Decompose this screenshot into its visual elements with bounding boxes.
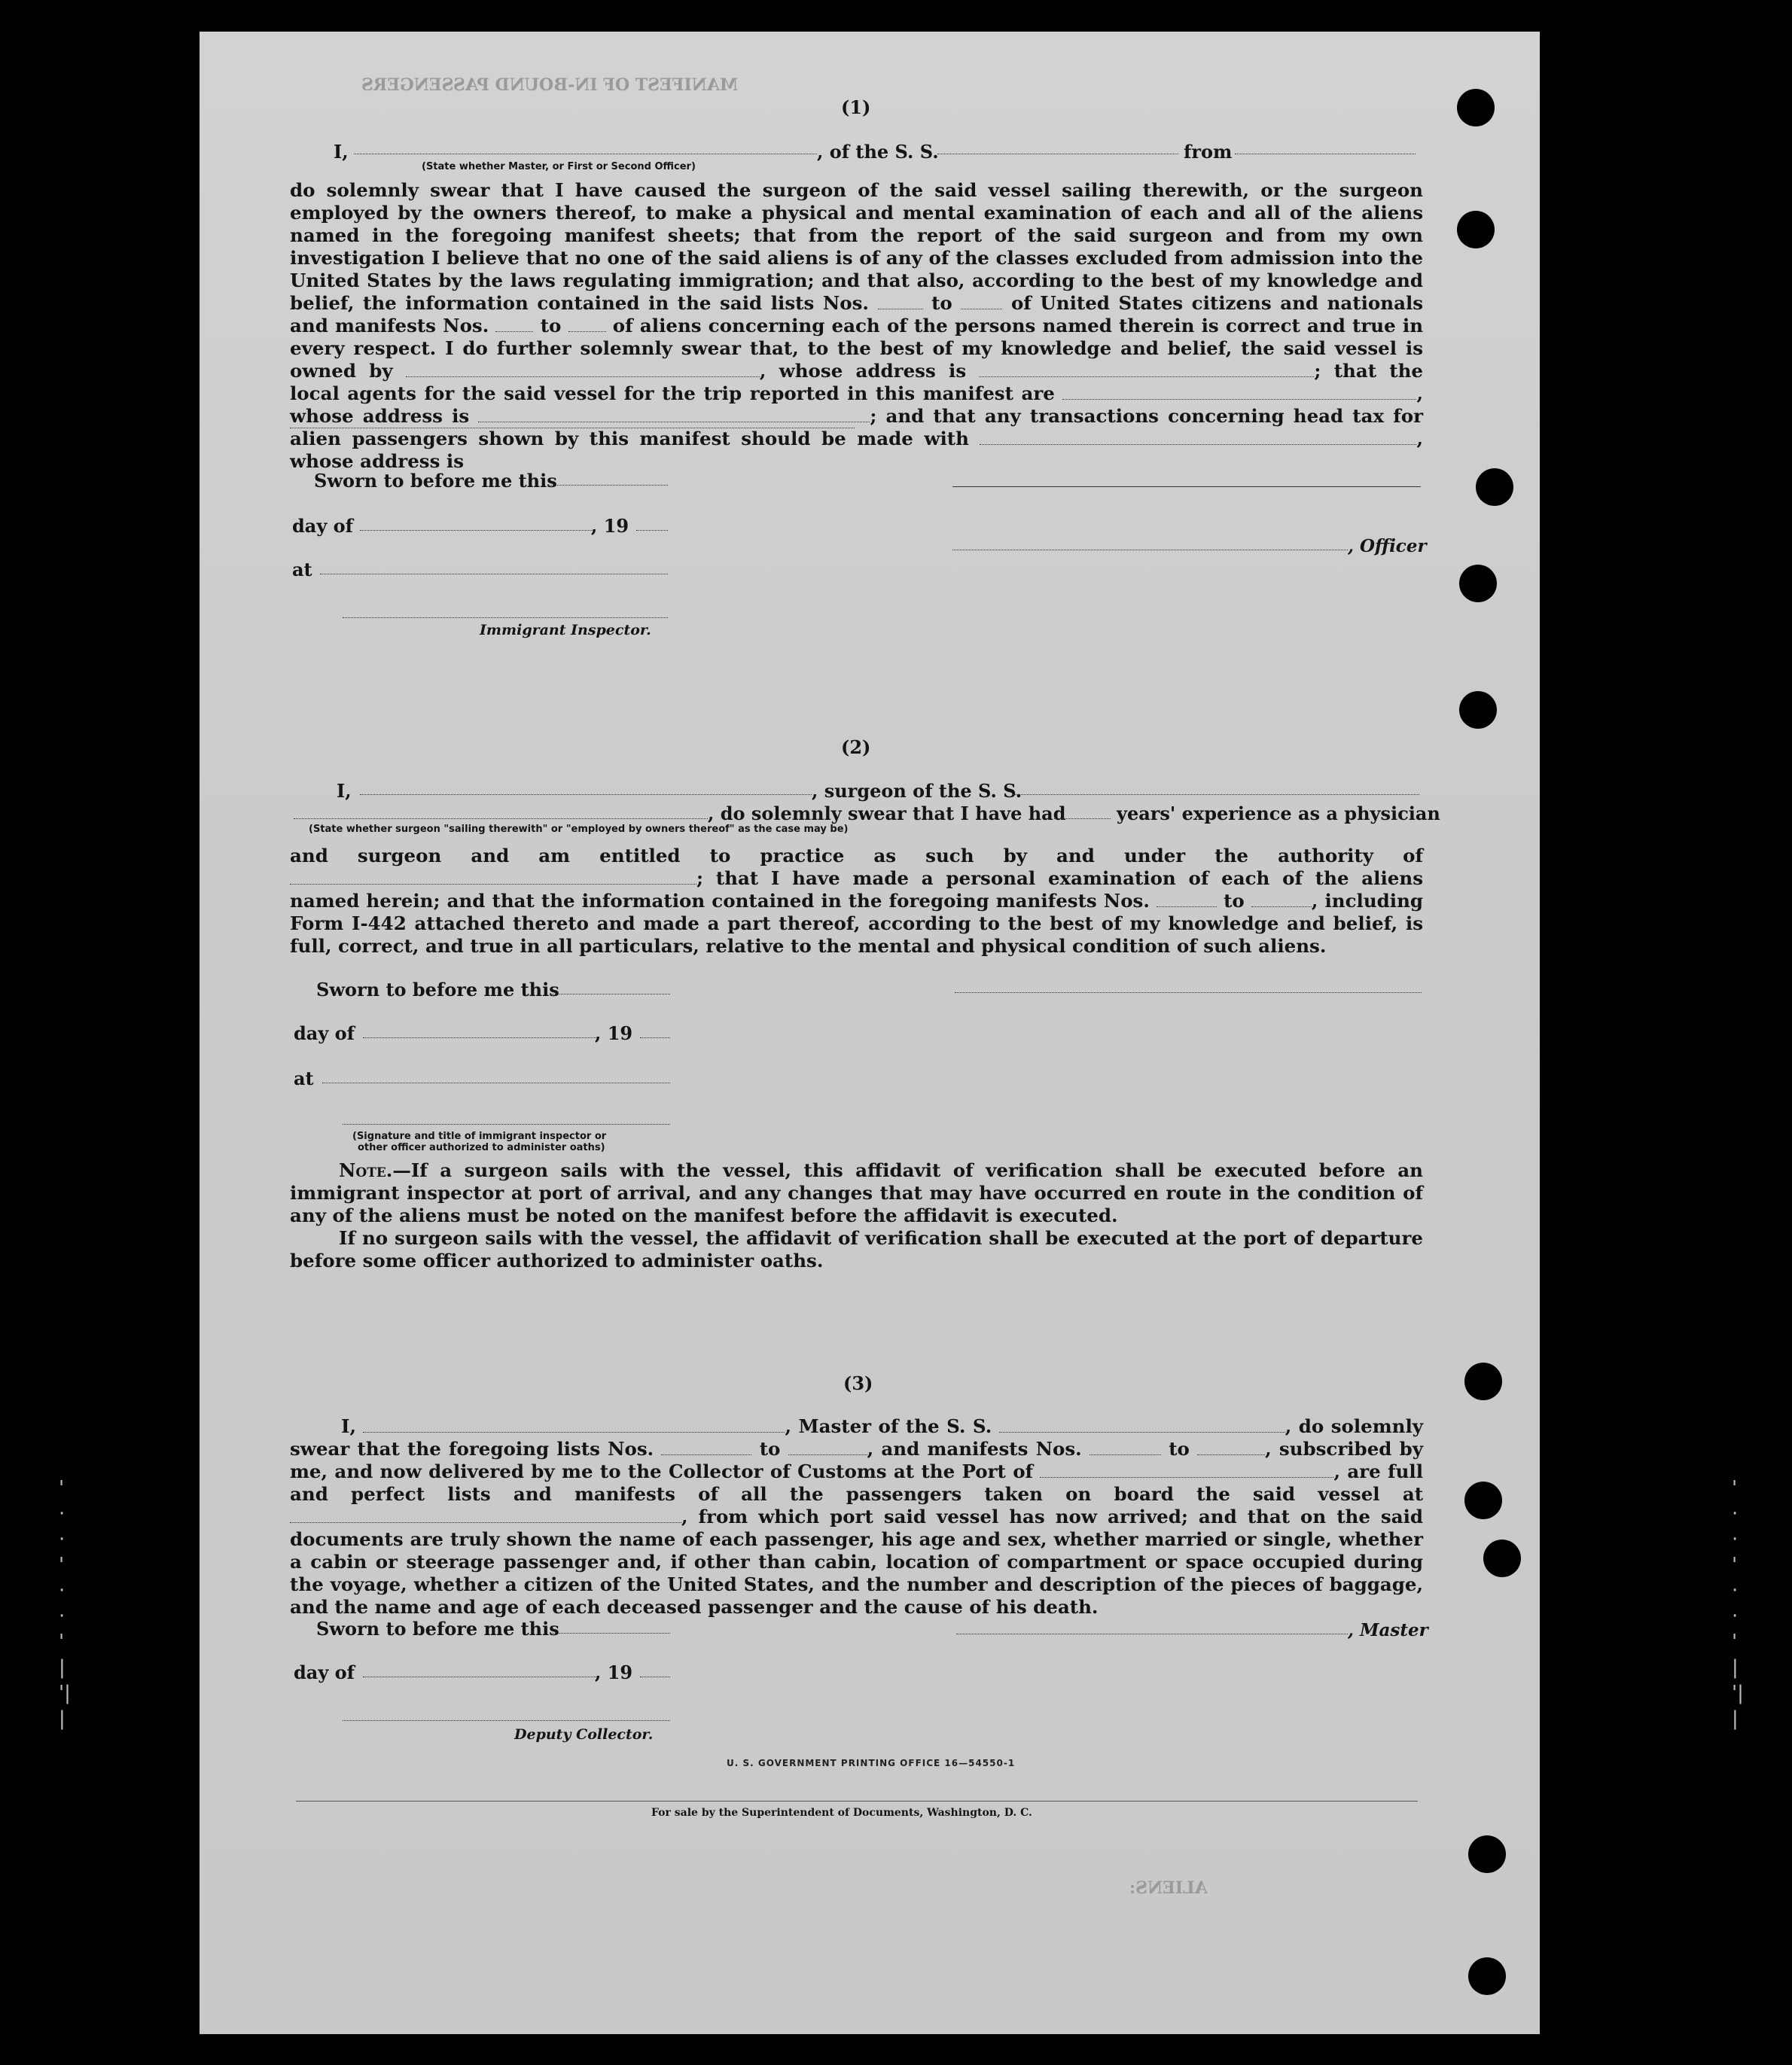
s2-year-field[interactable] — [640, 1037, 670, 1038]
s2-years-label: years' experience as a physician — [1117, 803, 1440, 824]
s1-master-note: (State whether Master, or First or Second Officer) — [422, 161, 696, 172]
punch-hole — [1457, 89, 1495, 126]
section-3-body — [290, 1415, 1423, 1619]
s3-lists-to-field[interactable] — [788, 1439, 867, 1455]
s2-day-of-label: day of — [294, 1022, 355, 1044]
s1-head-tax-field[interactable] — [980, 429, 1416, 445]
s1-at-label: at — [292, 559, 312, 580]
s1-sworn-label: Sworn to before me this — [314, 470, 557, 492]
s1-officer-caption: , Officer — [1348, 536, 1427, 556]
s3-from-which-label: , from which — [681, 1506, 820, 1527]
s3-master-caption: , Master — [1348, 1620, 1428, 1640]
s3-delivered-label: delivered by me to the Collector of Customs at the Port of — [428, 1460, 1034, 1482]
s2-month-field[interactable] — [363, 1037, 596, 1038]
section-2-number: (2) — [841, 736, 871, 758]
punch-hole — [1459, 691, 1497, 729]
section-1-number: (1) — [841, 96, 871, 118]
s2-body-a: that I have made a personal examination of each of the aliens named herein; and that the information contained in the — [290, 867, 1423, 912]
s2-manifests-from-field[interactable] — [1157, 891, 1217, 907]
s2-note-text: —If a surgeon sails with the vessel, this affidavit of verification shall be executed before an immigrant inspector at port of arrival, and any changes that may have occurred en route in the condition of any of the aliens must be noted on the manifest before the affidavit is executed. — [290, 1159, 1423, 1226]
punch-hole — [1468, 1835, 1506, 1873]
s3-deputy-caption: Deputy Collector. — [514, 1726, 654, 1743]
s1-agents-field[interactable] — [1062, 384, 1416, 400]
s2-i-label: I, — [337, 780, 352, 802]
s2-surgeon-name-field[interactable] — [360, 794, 812, 795]
section-3-number: (3) — [843, 1372, 873, 1394]
s1-lists-to-field[interactable] — [961, 294, 1002, 309]
s3-master-of-label: , Master of the S. S. — [785, 1415, 992, 1437]
s2-note-text-2: If no surgeon sails with the vessel, the affidavit of verification shall be executed at the port of departure before some officer authorized to administer oaths. — [290, 1227, 1423, 1272]
film-edge-left: ' · · ' · · ' | '| | — [59, 1477, 71, 1730]
s3-sworn-label: Sworn to before me this — [316, 1618, 559, 1640]
s1-body-text: do solemnly swear that I have caused the surgeon of the said vessel sailing therewith, or the surgeon employed by the owners thereof, to make a physical and mental examination of each and all of the aliens named in the foregoing manifest sheets; that from the report of the said surgeon and from my own investigation I believe that no one of the said aliens is of any of the classes excluded from admission into the United States by the laws regulating immigration; and that also, according to the best of my knowledge and belief, the information contained in the said lists Nos. — [290, 179, 1423, 314]
s2-note-label: Note. — [339, 1159, 393, 1181]
punch-hole — [1464, 1482, 1502, 1519]
film-edge-right: ' · · ' · · ' | '| | — [1732, 1477, 1744, 1730]
s3-day-of-label: day of — [294, 1661, 355, 1683]
punch-hole — [1464, 1363, 1502, 1400]
s3-deputy-signature-line[interactable] — [343, 1720, 670, 1721]
s1-agents-address-field[interactable] — [478, 407, 870, 422]
s2-body-c: , including Form I-442 attached thereto and made a part thereof, according to the best of my knowledge and belief, is full, correct, and true in all particulars, relative to the mental and physical condition of such aliens. — [290, 890, 1424, 957]
printing-office-imprint: U. S. GOVERNMENT PRINTING OFFICE 16—54550-1 — [727, 1758, 1016, 1768]
s3-port-field[interactable] — [1040, 1462, 1333, 1478]
s1-from-label: from — [1184, 141, 1233, 163]
s1-day-of-label: day of — [292, 515, 353, 537]
s1-agents-label: that the local agents for the said vessel for the trip reported in this manifest are — [290, 360, 1424, 404]
s2-surgeon-of-label: , surgeon of the S. S. — [812, 780, 1022, 802]
section-2-body: and surgeon and am entitled to practice as such by and under the authority of ; that I have made a personal examination of each of the aliens named herein; and that the information contained in the foregoing manifests Nos. to , including Form I-442 attached thereto and made a part thereof, according to the best of my knowledge and belief, is full, correct, and true in all particulars, relative to the mental and physical condition of such aliens. — [290, 845, 1424, 957]
section-2-note — [290, 1159, 1423, 1272]
s1-i-label: I, — [334, 141, 349, 163]
s3-lists-label: swear that the foregoing lists Nos. — [290, 1438, 654, 1460]
s1-owner-field[interactable] — [406, 361, 760, 377]
s1-of-ss-label: , of the S. S. — [817, 141, 939, 163]
s1-sworn-day-field[interactable] — [547, 485, 668, 486]
s1-manifests-to-field[interactable] — [568, 316, 606, 332]
s1-lists-from-field[interactable] — [878, 294, 923, 309]
s3-i-label: I, — [341, 1415, 356, 1437]
s2-sig-caption-2: other officer authorized to administer oaths) — [358, 1142, 605, 1153]
punch-hole — [1476, 468, 1513, 506]
s1-body-text-2: of United States citizens and nationals and manifests Nos. — [290, 292, 1424, 337]
s2-to-label: to — [1224, 890, 1245, 912]
s2-authority-field[interactable] — [290, 869, 696, 885]
s3-to-label: to — [759, 1438, 781, 1460]
s1-inspector-signature-line[interactable] — [343, 617, 668, 618]
s1-whose-address-label: , whose address is — [759, 360, 967, 382]
s1-body-text-3: of aliens concerning each of the persons named therein is correct and true in every respect. I do further solemnly swear that, to the best of my knowledge and belief, the said vessel is owned by — [290, 315, 1424, 382]
s1-whose-address-label-2: whose address is — [290, 405, 470, 427]
bleed-through-stamp: ALIENS: — [1129, 1878, 1208, 1898]
s2-manifests-to-field[interactable] — [1251, 891, 1312, 907]
s3-manifests-from-field[interactable] — [1090, 1439, 1161, 1455]
s2-sig-caption-1: (Signature and title of immigrant inspector or — [352, 1131, 607, 1142]
s3-subscribed-label: , subscribed by me, and now — [290, 1438, 1424, 1482]
s3-swear-label: , do solemnly — [1285, 1415, 1424, 1437]
s1-to-label: to — [931, 292, 952, 314]
s3-full-label: , are full and perfect lists and — [290, 1460, 1424, 1505]
sale-notice: For sale by the Superintendent of Documents, Washington, D. C. — [651, 1807, 1032, 1819]
s2-sailing-status-field[interactable] — [294, 818, 708, 819]
s1-year-label: , 19 — [591, 515, 629, 537]
s2-surgeon-signature-line[interactable] — [955, 992, 1422, 993]
s3-body-text: port said vessel has now arrived; and that on the said documents are truly shown the name of each passenger, his age and sex, whether married or single, whether a cabin or steerage passenger and, if other than cabin, location of compartment or space occupied during the voyage, whether a citizen of the United States, and the number and description of the pieces of baggage, and the name and age of each deceased passenger and the cause of his death. — [290, 1506, 1424, 1618]
s2-year-label: , 19 — [595, 1022, 633, 1044]
punch-hole — [1459, 565, 1497, 602]
s1-to-label-2: to — [540, 315, 562, 337]
s3-master-name-field[interactable] — [363, 1417, 785, 1433]
s2-at-label: at — [294, 1068, 314, 1089]
s3-taken-at-field[interactable] — [290, 1507, 681, 1523]
s2-years-field[interactable] — [1054, 818, 1111, 819]
s3-sworn-day-field[interactable] — [550, 1633, 670, 1634]
s2-inspector-signature-line[interactable] — [343, 1124, 670, 1125]
s3-taken-label: manifests of all the passengers taken on board the said vessel at — [574, 1483, 1424, 1505]
s1-manifests-from-field[interactable] — [495, 316, 533, 332]
s1-head-tax-label: ; and that any transactions concerning head tax for alien passengers shown by this manifest should be made with — [290, 405, 1423, 449]
s1-officer-signature-line-1[interactable] — [952, 486, 1421, 487]
s2-sworn-label: Sworn to before me this — [316, 979, 559, 1001]
punch-hole — [1457, 211, 1495, 248]
s1-whose-address-label-3: , whose address is — [290, 428, 1423, 472]
s1-year-field[interactable] — [636, 530, 668, 531]
s2-body-b: foregoing manifests Nos. — [888, 890, 1150, 912]
s2-authority-label: and surgeon and am entitled to practice as such by and under the authority of — [290, 845, 1423, 867]
s1-inspector-caption: Immigrant Inspector. — [480, 622, 651, 638]
s3-manifests-label: , and manifests Nos. — [867, 1438, 1082, 1460]
punch-hole — [1468, 1957, 1506, 1995]
s2-swear-label: , do solemnly swear that I have had — [708, 803, 1066, 824]
s3-year-label: , 19 — [595, 1661, 633, 1683]
s3-to-label-2: to — [1169, 1438, 1190, 1460]
s2-vessel-field[interactable] — [1013, 794, 1419, 795]
footer-rule — [296, 1801, 1418, 1802]
s2-status-note: (State whether surgeon "sailing therewith" or "employed by owners thereof" as the case may be) — [309, 824, 849, 835]
section-1-body: do solemnly swear that I have caused the surgeon of the said vessel sailing therewith, or the surgeon employed by the owners thereof, to make a physical and mental examination of each and all of the aliens named in the foregoing manifest sheets; that from the report of the said surgeon and from my own investigation I believe that no one of the said aliens is of any of the classes excluded from admission into the United States by the laws regulating immigration; and that also, according to the best of my knowledge and belief, the information contained in the said lists Nos. to of United States citizens and nationals and manifests Nos. to of aliens concerning each of the persons named therein is correct and true in every respect. I do further solemnly swear that, to the best of my knowledge and belief, the said vessel is owned by , whose address is ; that the local agents for the said vessel for the trip reported in this manifest are , whose address is ; and that any transactions concerning head tax for alien passengers shown by this manifest should be made with , whose address is — [290, 179, 1424, 472]
s3-lists-from-field[interactable] — [661, 1439, 751, 1455]
bleed-through-stamp: MANIFEST OF IN-BOUND PASSENGERS — [361, 75, 739, 95]
punch-hole — [1483, 1540, 1521, 1577]
s1-owner-address-field[interactable] — [979, 361, 1314, 377]
s1-month-field[interactable] — [360, 530, 593, 531]
s3-manifests-to-field[interactable] — [1197, 1439, 1265, 1455]
s3-vessel-field[interactable] — [999, 1417, 1285, 1433]
